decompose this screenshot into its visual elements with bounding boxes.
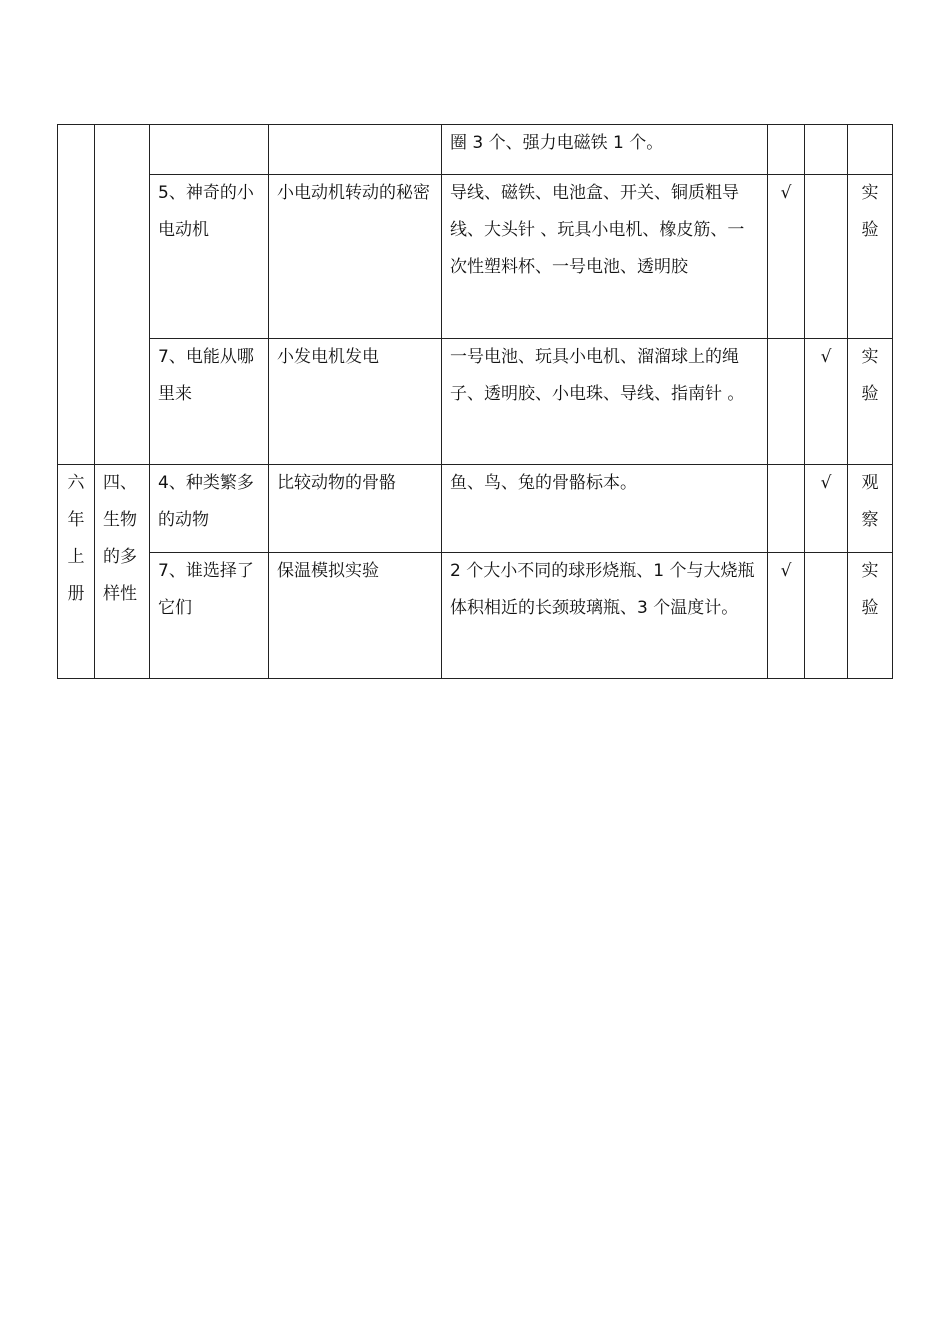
lesson-cell: 4、种类繁多的动物: [150, 465, 269, 553]
group-check-cell: [805, 175, 848, 339]
materials-cell: 圈 3 个、强力电磁铁 1 个。: [442, 125, 768, 175]
materials-cell: 一号电池、玩具小电机、溜溜球上的绳子、透明胶、小电珠、导线、指南针 。: [442, 339, 768, 465]
demo-check-cell: [768, 339, 805, 465]
type-cell: 观察: [848, 465, 893, 553]
activity-cell: 比较动物的骨骼: [269, 465, 442, 553]
activity-cell: 小发电机发电: [269, 339, 442, 465]
unit-cell: 四、生物的多样性: [95, 465, 150, 679]
table-row: [58, 553, 893, 679]
demo-check-cell: √: [768, 553, 805, 679]
lesson-cell: [150, 125, 269, 175]
grade-cell: [58, 125, 95, 465]
table-row: [58, 339, 893, 465]
type-cell: 实验: [848, 553, 893, 679]
experiment-table: [57, 124, 893, 679]
activity-cell: 小电动机转动的秘密: [269, 175, 442, 339]
table-row: [58, 175, 893, 339]
group-check-cell: [805, 125, 848, 175]
unit-cell: [95, 125, 150, 465]
lesson-cell: 7、谁选择了它们: [150, 553, 269, 679]
group-check-cell: √: [805, 339, 848, 465]
table-row: [58, 125, 893, 175]
lesson-cell: 7、电能从哪里来: [150, 339, 269, 465]
demo-check-cell: [768, 125, 805, 175]
materials-cell: 导线、磁铁、电池盒、开关、铜质粗导线、大头针 、玩具小电机、橡皮筋、一次性塑料杯、一号电池、透明胶: [442, 175, 768, 339]
group-check-cell: [805, 553, 848, 679]
type-cell: 实验: [848, 175, 893, 339]
materials-cell: 2 个大小不同的球形烧瓶、1 个与大烧瓶体积相近的长颈玻璃瓶、3 个温度计。: [442, 553, 768, 679]
lesson-cell: 5、神奇的小电动机: [150, 175, 269, 339]
activity-cell: [269, 125, 442, 175]
activity-cell: 保温模拟实验: [269, 553, 442, 679]
materials-cell: 鱼、鸟、兔的骨骼标本。: [442, 465, 768, 553]
type-cell: 实验: [848, 339, 893, 465]
table-row: [58, 465, 893, 553]
group-check-cell: √: [805, 465, 848, 553]
type-cell: [848, 125, 893, 175]
demo-check-cell: [768, 465, 805, 553]
grade-cell: 六年上册: [58, 465, 95, 679]
demo-check-cell: √: [768, 175, 805, 339]
